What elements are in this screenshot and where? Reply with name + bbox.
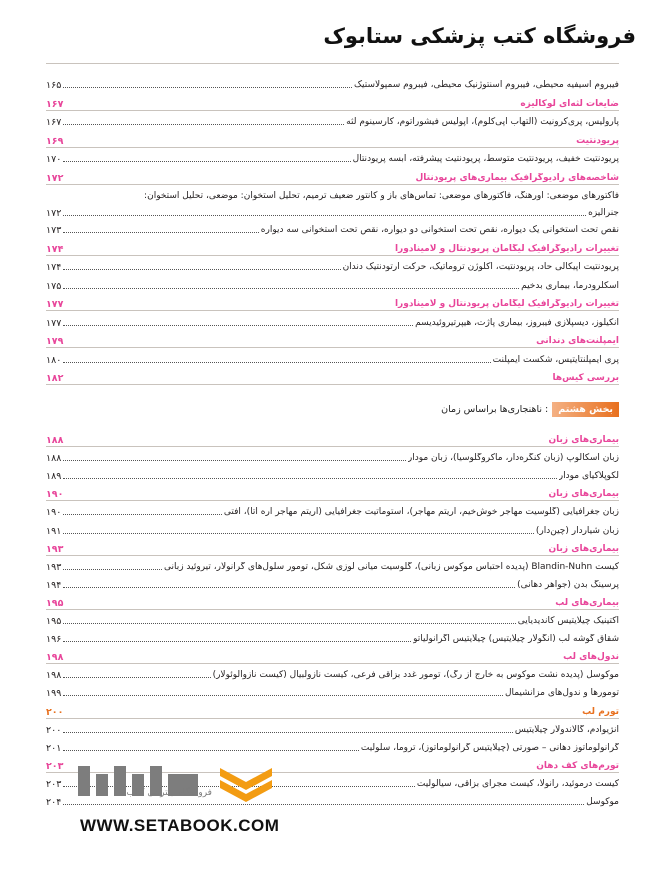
toc-entry [46,719,619,736]
toc-dots [63,587,515,588]
toc-entry-text: پری ایمپلنتایتیس، شکست ایمپلنت [492,354,619,365]
toc-dots [63,478,556,479]
toc-entry [46,74,619,91]
toc-entry [46,610,619,627]
toc-page-number: ۲۰۳ [46,778,62,790]
toc-heading [46,330,619,347]
toc-page-number: ۱۹۴ [46,579,62,591]
toc-entry [46,682,619,699]
toc-entry [46,111,619,128]
toc-page-number: ۱۷۷ [46,299,64,310]
toc-entry-text: بررسی کیس‌ها [552,373,619,383]
toc-heading [46,483,619,500]
toc-heading [46,592,619,609]
toc-entry-text: اسکلرودرما، بیماری بدخیم [521,280,619,291]
toc-entry-text: بیماری‌های زبان [548,543,619,554]
toc-dots [63,288,519,289]
toc-entry [46,275,619,292]
toc-entry-text: بیماری‌های زبان [548,489,619,500]
toc-page-number: ۱۷۰ [46,154,62,165]
section-title: : ناهنجاری‌ها براساس زمان [441,403,549,415]
toc-dots [63,325,413,326]
toc-heading [46,130,619,147]
heading-rule [46,184,619,185]
section-label: بخش هشتم [552,402,619,417]
toc-page-number: ۱۸۸ [46,435,64,446]
toc-entry-text: پریودنتیت خفیف، پریودنتیت متوسط، پریودنتیت پیشرفته، آبسه پریودنتال [352,154,619,164]
toc-page-number: ۱۹۵ [46,616,62,627]
toc-entry [46,465,619,482]
toc-page-number: ۱۹۶ [46,634,62,646]
toc-page-number: ۱۷۷ [46,317,62,329]
toc-entry-text: بیماری‌های زبان [548,435,619,445]
toc-entry-text: تورم‌های کف دهان [536,760,619,771]
toc-page-number: ۱۹۸ [46,670,62,682]
toc-entry-text: بیماری‌های لب [555,597,619,608]
toc-page-number: ۱۷۲ [46,172,64,184]
toc-dots [63,161,350,162]
toc-dots [63,362,490,363]
toc-entry-text: پریودنتیت اپیکالی حاد، پریودنتیت، اکلوژن تروماتیک، حرکت ارتودنتیک دندان [342,262,619,272]
toc-page-number: ۱۷۵ [46,280,62,292]
toc-entry-text: پرسینگ بدن (جواهر دهانی) [517,579,619,590]
toc-page-number: ۱۷۴ [46,243,64,255]
toc-entry-text: تورم لب [582,706,619,717]
toc-entry-text: انکیلوز، دیسپلازی فیبروز، بیماری پاژت، هیپرتیروئیدیسم [415,317,619,328]
toc-entry-text: ندول‌های لب [563,652,619,663]
toc-dots [63,695,503,696]
toc-page-number: ۱۷۲ [46,208,62,219]
toc-entry-text: زبان اسکالوپ (زبان کنگره‌دار، ماکروگلوسیا)، زبان مودار [407,453,619,464]
toc-entry-text: گرانولوماتوز دهانی – صورتی (چیلایتیس گرانولوماتوز)، تروما، سلولیت [360,742,619,753]
toc-entry-text: نقص تحت استخوانی یک دیواره، نقص تحت استخوانی دو دیواره، نقص تحت استخوانی سه دیواره [260,225,619,235]
toc-entry-text: فیبروم اسیفیه محیطی، فیبروم اسنتوژنیک محیطی، فیبروم سمپولاستیک [353,80,619,90]
toc-heading [46,93,619,110]
toc-dots [63,533,534,534]
toc-dots [63,269,340,270]
toc-dots [63,460,406,461]
toc-entry-text: کیست Blandin-Nuhn (پدیده احتباس موکوس زبانی)، گلوسیت میانی لوزی شکل، تومور سلول‌های گرانولار، تیروئید زبانی [163,561,619,572]
toc-entry [46,664,619,681]
toc-heading [46,367,619,384]
toc-entry [46,501,619,518]
toc-heading [46,293,619,310]
toc-wrap-entry [46,202,619,219]
toc-page-number: ۱۹۸ [46,652,64,664]
toc-entry [46,312,619,329]
toc-entry [46,737,619,754]
setabook-logo-icon [70,762,340,806]
toc-entry-text: شاخصه‌های رادیوگرافیک بیماری‌های پریودنتال [415,172,619,183]
toc-page-number: ۱۸۹ [46,471,62,483]
toc-page-number: ۱۹۳ [46,561,62,573]
toc-dots [63,623,515,624]
toc-dots [63,677,210,678]
toc-entry-text: شقاق گوشه لب (انگولار چیلایتیس) چیلایتیس اگرانولیاتو [413,634,619,645]
toc-page-number: ۲۰۴ [46,797,62,808]
page-title: فروشگاه کتب پزشکی ستابوک [323,24,636,48]
toc-dots [63,124,344,125]
toc-page-number: ۱۶۹ [46,135,64,147]
toc-entry-text: آنژیوادم، گالاندولار چیلایتیس [514,724,619,735]
toc-page-number: ۱۷۹ [46,336,64,347]
toc-entry [46,447,619,464]
toc-entry [46,628,619,645]
toc-page-number: ۱۸۸ [46,453,62,465]
toc-entry [46,349,619,366]
toc-page-number: ۱۹۰ [46,489,64,501]
toc-page-number: ۱۶۵ [46,80,62,91]
toc-page-number: ۱۶۷ [46,117,62,128]
toc-page-number: ۱۷۴ [46,262,62,273]
heading-rule [46,384,619,385]
toc-entry-text: پریودنتیت [576,135,619,146]
toc-heading [46,429,619,446]
toc-dots [63,641,411,642]
toc-page-number: ۲۰۰ [46,706,64,718]
toc-entry-text: زبان شیاردار (چین‌دار) [535,525,619,536]
toc-entry-text: زبان جغرافیایی (گلوسیت مهاجر خوش‌خیم، اریتم مهاجر)، استوماتیت جغرافیایی (اریتم مهاجر آره آتا)، آفتی [223,507,619,518]
toc-entry-text: موکوسل [586,797,619,807]
toc-entry-text: ضایعات لثه‌ای لوکالیزه [520,98,619,109]
toc-heading [46,646,619,663]
toc-page-number: ۱۹۱ [46,525,62,537]
toc-entry-text: کیست درموئید، رانولا، کیست مجرای بزاقی، سیالولیت [416,778,619,789]
toc-heading [46,701,619,718]
toc-entry-text: تغییرات رادیوگرافیک لیگامان پریودنتال و لامینادورا [394,243,619,254]
toc-page-number: ۱۹۹ [46,688,62,700]
toc-heading [46,538,619,555]
toc-entry [46,520,619,537]
toc-page-number: ۱۸۲ [46,373,64,384]
toc-wrap-line2: جنرالیزه [588,208,619,218]
toc-page-number: ۱۸۰ [46,354,62,366]
toc-page-number: ۱۹۳ [46,543,64,555]
toc-entry-text: لکوپلاکیای مودار [558,471,619,482]
toc-dots [63,732,513,733]
toc-entry-text: تومورها و ندول‌های مزانشیمال [504,688,619,699]
toc-dots [63,87,352,88]
toc-page-number: ۲۰۱ [46,742,62,754]
toc-heading [46,238,619,255]
toc-page-number: ۱۷۳ [46,225,62,236]
toc-page-number: ۲۰۰ [46,724,62,736]
toc-page-number: ۱۹۵ [46,597,64,609]
toc-dots [63,215,586,216]
toc-entry-text: ایمپلنت‌های دندانی [536,336,619,346]
toc-dots [63,569,162,570]
toc-entry-text: اکتینیک چیلایتیس کاندیدیایی [517,616,619,626]
section-header [441,400,619,418]
toc-page-number: ۱۶۷ [46,98,64,110]
toc-page-number: ۲۰۳ [46,760,64,772]
toc-wrap-line1: فاکتورهای موضعی: اورهنگ، فاکتورهای موضعی: تماس‌های باز و کانتور ضعیف ترمیم، تحلیل استخوان: موضعی، تحلیل استخوان: [144,191,619,201]
toc-entry-text: موکوسل (پدیده نشت موکوس به خارج از رگ)، تومور غدد بزاقی فرعی، کیست نازولبیال (کیست نازوآلوئولار) [212,670,619,681]
toc-heading [46,167,619,184]
watermark-logo [70,762,340,802]
website-url: WWW.SETABOOK.COM [80,816,280,835]
watermark-tagline: فروشگاه اینترنتی کتاب [126,788,212,798]
toc-entry [46,574,619,591]
toc-entry [46,256,619,273]
toc-page-number: ۱۹۰ [46,507,62,519]
toc-entry [46,556,619,573]
toc-entry-text: تغییرات رادیوگرافیک لیگامان پریودنتال و لامینادورا [394,299,619,309]
toc-dots [63,750,359,751]
toc-dots [63,232,258,233]
toc-entry [46,148,619,165]
title-rule [46,63,619,64]
toc-entry [46,219,619,236]
toc-dots [63,514,222,515]
toc-entry-text: پارولیس، پری‌کرونیت (التهاب اپی‌کلوم)، اپولیس فیشوراتوم، کارسینوم لثه [346,117,619,127]
